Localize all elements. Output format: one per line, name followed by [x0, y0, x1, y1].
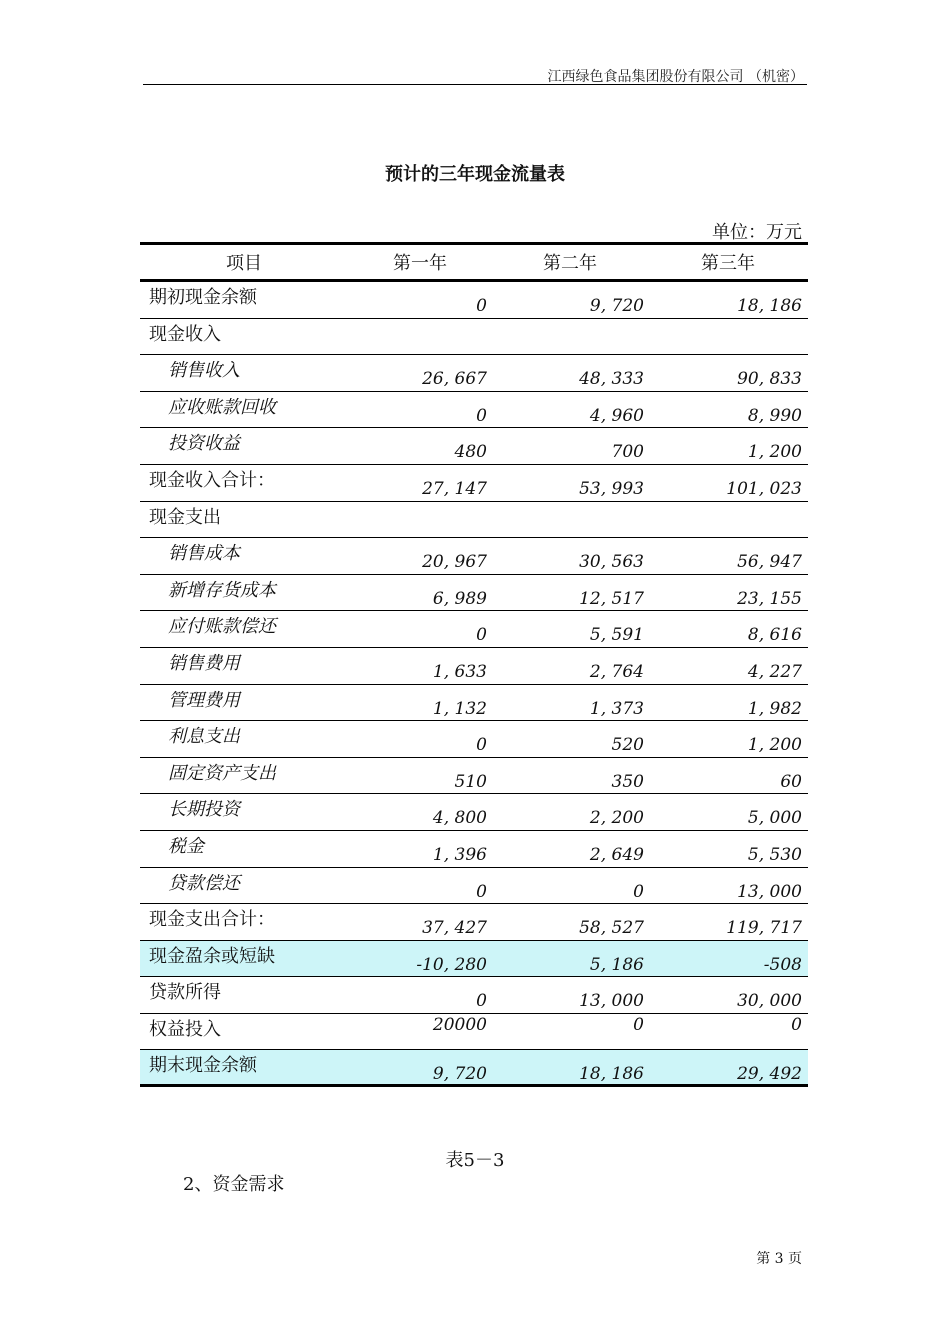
row-label: 现金盈余或短缺 — [149, 945, 275, 967]
year1-value: 4, 800 — [432, 808, 487, 829]
table-row — [140, 758, 808, 795]
row-label: 销售费用 — [168, 652, 240, 674]
row-label: 期初现金余额 — [149, 287, 257, 308]
section-heading: 2、资金需求 — [183, 1174, 285, 1195]
row-label: 投资收益 — [168, 433, 240, 455]
column-header-year1: 第一年 — [393, 253, 447, 274]
year1-value: 20000 — [432, 1014, 487, 1035]
row-label: 现金支出 — [149, 506, 221, 528]
year2-value: 18, 186 — [579, 1064, 644, 1085]
table-row — [140, 904, 808, 941]
year2-value: 53, 993 — [579, 478, 644, 499]
row-label: 现金收入 — [149, 323, 221, 345]
column-header-year3: 第三年 — [701, 253, 755, 274]
year3-value: 119, 717 — [726, 918, 802, 939]
year3-value: 1, 200 — [747, 735, 802, 756]
row-label: 管理费用 — [168, 689, 240, 711]
year2-value: 0 — [633, 881, 644, 902]
year3-value: 5, 530 — [747, 844, 802, 865]
table-row — [140, 941, 808, 978]
year3-value: 1, 982 — [747, 698, 802, 719]
page-number: 第 3 页 — [756, 1251, 802, 1267]
year1-value: 1, 396 — [432, 844, 487, 865]
table-row — [140, 685, 808, 722]
year1-value: 0 — [476, 405, 487, 426]
table-row — [140, 831, 808, 868]
table-row — [140, 648, 808, 685]
year3-value: 0 — [791, 1014, 802, 1035]
row-label: 长期投资 — [168, 799, 240, 821]
year1-value: 9, 720 — [432, 1064, 487, 1085]
row-label: 利息支出 — [168, 726, 240, 748]
year2-value: 9, 720 — [589, 296, 644, 316]
year2-value: 1, 373 — [589, 698, 644, 719]
year3-value: 30, 000 — [737, 991, 802, 1012]
table-row — [140, 428, 808, 465]
year3-value: 5, 000 — [747, 808, 802, 829]
year1-value: 0 — [476, 735, 487, 756]
year1-value: 0 — [476, 991, 487, 1012]
table-row — [140, 1014, 808, 1051]
row-label: 贷款偿还 — [168, 872, 240, 894]
year2-value: 520 — [611, 735, 644, 756]
year1-value: 0 — [476, 625, 487, 646]
year2-value: 2, 200 — [589, 808, 644, 829]
row-label: 贷款所得 — [149, 982, 221, 1004]
table-row — [140, 977, 808, 1014]
row-label: 期末现金余额 — [149, 1055, 257, 1077]
year3-value: 90, 833 — [737, 369, 802, 390]
year2-value: 30, 563 — [579, 552, 644, 573]
year2-value: 48, 333 — [579, 369, 644, 390]
row-label: 现金收入合计： — [149, 469, 275, 491]
year3-value: 4, 227 — [747, 661, 802, 682]
row-label: 权益投入 — [149, 1018, 221, 1040]
table-row — [140, 392, 808, 429]
year2-value: 4, 960 — [589, 405, 644, 426]
table-row — [140, 721, 808, 758]
table-row — [140, 502, 808, 539]
row-label: 新增存货成本 — [168, 579, 276, 601]
year1-value: 1, 633 — [432, 661, 487, 682]
year1-value: 20, 967 — [422, 552, 487, 573]
year2-value: 2, 649 — [589, 844, 644, 865]
year1-value: 6, 989 — [432, 588, 487, 609]
row-label: 应收账款回收 — [168, 396, 276, 418]
year1-value: 0 — [476, 296, 487, 316]
table-row — [140, 794, 808, 831]
table-row — [140, 1050, 808, 1087]
year1-value: 26, 667 — [422, 369, 487, 390]
row-label: 应付账款偿还 — [168, 616, 276, 638]
year2-value: 13, 000 — [579, 991, 644, 1012]
year3-value: 8, 990 — [747, 405, 802, 426]
year1-value: 0 — [476, 881, 487, 902]
year1-value: 27, 147 — [422, 478, 487, 499]
table-row — [140, 465, 808, 502]
table-row — [140, 868, 808, 905]
table-header-row — [140, 242, 808, 282]
year3-value: 56, 947 — [737, 552, 802, 573]
table-row — [140, 575, 808, 612]
table-row — [140, 611, 808, 648]
row-label: 销售成本 — [168, 543, 240, 565]
year2-value: 350 — [611, 771, 644, 792]
year2-value: 58, 527 — [579, 918, 644, 939]
year2-value: 700 — [611, 442, 644, 463]
table-row — [140, 355, 808, 392]
year3-value: 29, 492 — [737, 1064, 802, 1085]
header-rule — [143, 84, 807, 85]
table-caption: 表5－3 — [445, 1150, 505, 1171]
row-label: 税金 — [168, 835, 204, 857]
year2-value: 0 — [633, 1014, 644, 1035]
row-label: 销售收入 — [168, 360, 240, 382]
unit-label: 单位：万元 — [712, 222, 802, 243]
year1-value: -10, 280 — [416, 954, 487, 975]
table-body — [140, 282, 808, 1087]
year1-value: 1, 132 — [432, 698, 487, 719]
year3-value: 8, 616 — [747, 625, 802, 646]
year3-value: 101, 023 — [726, 478, 802, 499]
year1-value: 510 — [454, 771, 487, 792]
year3-value: 23, 155 — [737, 588, 802, 609]
table-row — [140, 282, 808, 319]
column-header-year2: 第二年 — [543, 253, 597, 274]
table-title: 预计的三年现金流量表 — [385, 164, 565, 185]
year3-value: 18, 186 — [737, 296, 802, 316]
year3-value: 60 — [780, 771, 802, 792]
year2-value: 5, 186 — [589, 954, 644, 975]
year2-value: 5, 591 — [589, 625, 644, 646]
row-label: 固定资产支出 — [168, 762, 276, 784]
table-row — [140, 538, 808, 575]
year3-value: 1, 200 — [747, 442, 802, 463]
document-header: 江西绿色食品集团股份有限公司 （机密） — [547, 69, 804, 85]
year2-value: 12, 517 — [579, 588, 644, 609]
year1-value: 480 — [454, 442, 487, 463]
table-row — [140, 319, 808, 356]
year3-value: 13, 000 — [737, 881, 802, 902]
cash-flow-table — [140, 242, 808, 1087]
row-label: 现金支出合计： — [149, 909, 275, 931]
year3-value: -508 — [763, 954, 802, 975]
year1-value: 37, 427 — [422, 918, 487, 939]
year2-value: 2, 764 — [589, 661, 644, 682]
column-header-item: 项目 — [226, 253, 262, 274]
